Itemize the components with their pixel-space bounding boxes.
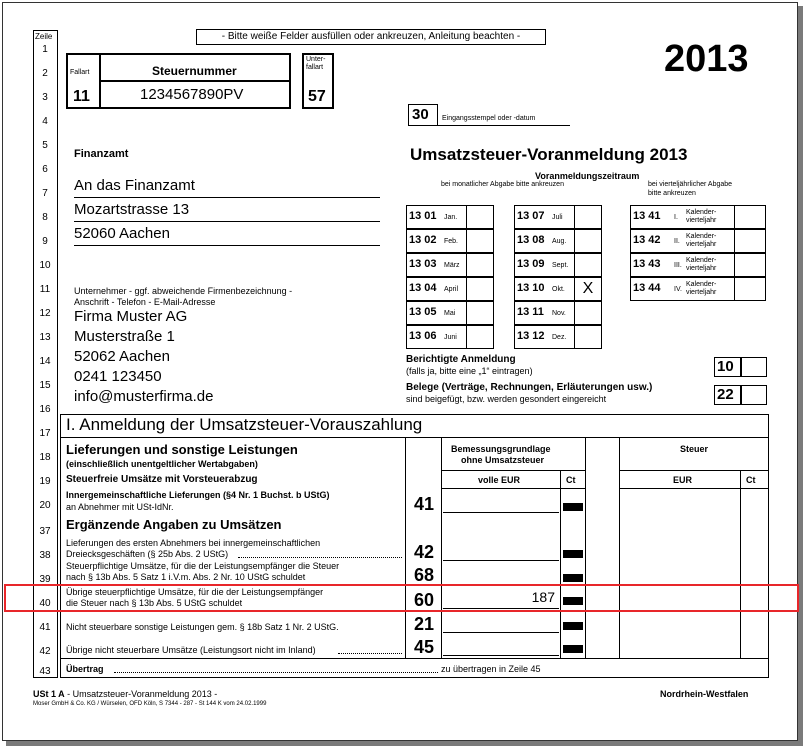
finanzamt-underline (74, 197, 380, 198)
ct-marker-42 (563, 550, 583, 558)
period-label: Juli (552, 214, 563, 221)
unternehmer-label1: Unternehmer - ggf. abweichende Firmenbezeichnung - (74, 286, 293, 296)
line-number: 11 (39, 284, 51, 295)
r42-code: 45 (414, 637, 435, 657)
r40-value[interactable]: 187 (531, 589, 555, 605)
period-label: Okt. (552, 286, 565, 293)
period-label: Jan. (444, 214, 458, 221)
period-checkbox[interactable] (574, 301, 602, 325)
period-checkbox[interactable] (574, 325, 602, 349)
belege-code: 22 (717, 386, 734, 403)
period-code: 13 11 (517, 306, 544, 318)
ct-marker-21 (563, 622, 583, 630)
line-number: 7 (42, 188, 48, 199)
zeitraum-monthly-label: bei monatlicher Abgabe bitte ankreuzen (441, 181, 564, 188)
quarter-label1: Kalender- (686, 281, 717, 288)
col-bemessung1: Bemessungsgrundlage (451, 444, 551, 454)
lief-sub: (einschließlich unentgeltlicher Wertabgaben) (66, 459, 258, 469)
belege-input[interactable] (741, 385, 767, 405)
period-label: Feb. (444, 238, 459, 245)
quarter-code: 13 42 (633, 234, 661, 246)
col-ct-left: Ct (566, 475, 576, 485)
period-code: 13 01 (409, 210, 437, 222)
steuernummer-value[interactable]: 1234567890PV (140, 86, 244, 103)
unternehmer-line[interactable]: info@musterfirma.de (74, 388, 214, 405)
quarter-roman: II. (674, 238, 680, 245)
unternehmer-line[interactable]: Musterstraße 1 (74, 328, 175, 345)
unterfallart-label: Unter- fallart (306, 56, 326, 71)
eingang-code: 30 (412, 106, 429, 123)
quarter-checkbox[interactable] (734, 205, 766, 229)
footer-form (33, 689, 217, 699)
period-code: 13 02 (409, 234, 437, 246)
instruction-hint (196, 29, 546, 45)
r40-text2: die Steuer nach § 13b Abs. 5 UStG schuldet (66, 598, 243, 608)
period-checkbox[interactable] (574, 229, 602, 253)
steuernummer-label: Steuernummer (152, 64, 237, 78)
line-number: 16 (39, 404, 51, 415)
finanzamt-line[interactable]: 52060 Aachen (74, 225, 170, 242)
line-number: 39 (39, 574, 51, 585)
unternehmer-line[interactable]: 52062 Aachen (74, 348, 170, 365)
quarter-roman: III. (674, 262, 682, 269)
unterfallart-value[interactable]: 57 (308, 88, 326, 105)
line-number: 9 (42, 236, 48, 247)
period-label: April (444, 286, 459, 293)
col-bemessung2: ohne Umsatzsteuer (461, 455, 545, 465)
r39-text2: nach § 13b Abs. 5 Satz 1 i.V.m. Abs. 2 Nr. 10 UStG schuldet (66, 572, 306, 582)
ig-title: Innergemeinschaftliche Lieferungen (§4 Nr. 1 Buchst. b UStG) (66, 490, 330, 500)
period-label: Dez. (552, 334, 567, 341)
steuerfrei-title: Steuerfreie Umsätze mit Vorsteuerabzug (66, 474, 258, 485)
period-checkbox[interactable]: X (574, 277, 602, 301)
unternehmer-label2: Anschrift - Telefon - E-Mail-Adresse (74, 297, 216, 307)
quarter-label2: vierteljahr (686, 265, 717, 272)
line-number: 6 (42, 164, 48, 175)
r41-code: 21 (414, 614, 435, 634)
lief-title: Lieferungen und sonstige Leistungen (66, 442, 298, 457)
quarter-label1: Kalender- (686, 233, 717, 240)
section-title: I. Anmeldung der Umsatzsteuer-Vorauszahlung (66, 415, 423, 434)
period-checkbox[interactable] (466, 325, 494, 349)
uebertrag-hint: zu übertragen in Zeile 45 (441, 664, 541, 674)
berichtigt-input[interactable] (741, 357, 767, 377)
line-number: 15 (39, 380, 51, 391)
finanzamt-line[interactable]: An das Finanzamt (74, 177, 195, 194)
footer-state: Nordrhein-Westfalen (660, 689, 749, 699)
line-number: 17 (39, 428, 51, 439)
belege-sub: sind beigefügt, bzw. werden gesondert eingereicht (406, 394, 607, 404)
period-checkbox[interactable] (574, 205, 602, 229)
line-number: 38 (39, 550, 51, 561)
quarter-roman: I. (674, 214, 678, 221)
fallart-value[interactable]: 11 (73, 88, 90, 105)
finanzamt-line[interactable]: Mozartstrasse 13 (74, 201, 190, 218)
period-label: Mai (444, 310, 456, 317)
ig-code: 41 (414, 494, 435, 514)
col-steuer: Steuer (680, 444, 709, 454)
period-checkbox[interactable] (466, 277, 494, 301)
period-checkbox[interactable] (466, 301, 494, 325)
form-title: Umsatzsteuer-Voranmeldung 2013 (410, 145, 688, 164)
period-checkbox[interactable] (466, 229, 494, 253)
period-code: 13 08 (517, 234, 545, 246)
line-number: 18 (39, 452, 51, 463)
line-number: 2 (42, 68, 48, 79)
line-number: 8 (42, 212, 48, 223)
period-label: Sept. (552, 262, 569, 269)
fallart-label: Fallart (70, 69, 90, 76)
zeitraum-quarterly-label2: bitte ankreuzen (648, 190, 696, 197)
berichtigt-sub: (falls ja, bitte eine „1“ eintragen) (406, 366, 533, 376)
row-40-highlight (4, 584, 799, 612)
ct-marker-45 (563, 645, 583, 653)
r40-text1: Übrige steuerpflichtige Umsätze, für die der Leistungsempfänger (66, 587, 324, 597)
line-number: 14 (39, 356, 51, 367)
r38-text2: Dreiecksgeschäften (§ 25b Abs. 2 UStG) (66, 549, 229, 559)
quarter-code: 13 43 (633, 258, 661, 270)
line-number: 40 (39, 598, 51, 609)
line-number: 19 (39, 476, 51, 487)
zeitraum-quarterly-label1: bei vierteljährlicher Abgabe (648, 181, 733, 188)
period-label: Aug. (552, 238, 567, 245)
quarter-checkbox[interactable] (734, 229, 766, 253)
r39-code: 68 (414, 565, 435, 585)
line-number: 37 (39, 526, 51, 537)
line-number: 10 (39, 260, 51, 271)
unternehmer-line[interactable]: 0241 123450 (74, 368, 162, 385)
ct-marker-68 (563, 574, 583, 582)
footer-form-id: USt 1 A (33, 689, 65, 699)
line-number: 20 (39, 500, 51, 511)
period-label: Juni (444, 334, 457, 341)
col-volle-eur: volle EUR (478, 475, 521, 485)
line-number: 1 (42, 44, 48, 55)
period-code: 13 12 (517, 330, 545, 342)
col-ct-right: Ct (746, 475, 756, 485)
zeile-label: Zeile (35, 32, 53, 41)
quarter-label2: vierteljahr (686, 241, 717, 248)
berichtigt-code: 10 (717, 358, 734, 375)
line-number: 3 (42, 92, 48, 103)
period-checkbox[interactable] (466, 205, 494, 229)
line-number: 13 (39, 332, 51, 343)
line-number: 41 (39, 622, 51, 633)
quarter-label1: Kalender- (686, 209, 717, 216)
period-code: 13 10 (517, 282, 545, 294)
period-code: 13 06 (409, 330, 437, 342)
eingang-label: Eingangsstempel oder -datum (442, 115, 536, 122)
berichtigt-title: Berichtigte Anmeldung (406, 354, 516, 365)
r41-text: Nicht steuerbare sonstige Leistungen gem. § 18b Satz 1 Nr. 2 UStG. (66, 622, 339, 632)
col-eur: EUR (673, 475, 693, 485)
finanzamt-label: Finanzamt (74, 148, 129, 160)
period-code: 13 05 (409, 306, 437, 318)
period-label: März (444, 262, 460, 269)
form-year: 2013 (664, 38, 749, 80)
period-checkbox[interactable] (574, 253, 602, 277)
line-number: 42 (39, 646, 51, 657)
r38-text1: Lieferungen des ersten Abnehmers bei innergemeinschaftlichen (66, 538, 321, 548)
finanzamt-underline (74, 245, 380, 246)
footer-publisher: Moser GmbH & Co. KG / Würselen, OFD Köln, S 7344 - 287 - St 144 K vom 24.02.1999 (33, 701, 267, 707)
quarter-roman: IV. (674, 286, 682, 293)
period-code: 13 07 (517, 210, 545, 222)
line-number: 4 (42, 116, 48, 127)
ig-sub: an Abnehmer mit USt-IdNr. (66, 502, 174, 512)
r39-text1: Steuerpflichtige Umsätze, für die der Leistungsempfänger die Steuer (66, 561, 340, 571)
ct-marker-41 (563, 503, 583, 511)
finanzamt-underline (74, 221, 380, 222)
quarter-label2: vierteljahr (686, 217, 717, 224)
instruction-hint-text: - Bitte weiße Felder ausfüllen oder ankreuzen, Anleitung beachten - (221, 31, 521, 42)
period-label: Nov. (552, 310, 566, 317)
footer-form-name: - Umsatzsteuer-Voranmeldung 2013 - (64, 689, 218, 699)
quarter-checkbox[interactable] (734, 277, 766, 301)
period-code: 13 09 (517, 258, 545, 270)
quarter-label2: vierteljahr (686, 289, 717, 296)
line-number: 5 (42, 140, 48, 151)
line-number: 12 (39, 308, 51, 319)
period-checkbox[interactable] (466, 253, 494, 277)
period-code: 13 04 (409, 282, 437, 294)
period-code: 13 03 (409, 258, 437, 270)
line-number: 43 (39, 666, 51, 677)
r38-code: 42 (414, 542, 435, 562)
r42-text: Übrige nicht steuerbare Umsätze (Leistungsort nicht im Inland) (66, 645, 316, 655)
quarter-code: 13 44 (633, 282, 661, 294)
belege-title: Belege (Verträge, Rechnungen, Erläuterungen usw.) (406, 382, 653, 393)
erg-title: Ergänzende Angaben zu Umsätzen (66, 517, 282, 532)
zeitraum-title: Voranmeldungszeitraum (535, 171, 640, 181)
unternehmer-line[interactable]: Firma Muster AG (74, 308, 188, 325)
uebertrag-label: Übertrag (66, 664, 104, 674)
quarter-label1: Kalender- (686, 257, 717, 264)
quarter-code: 13 41 (633, 210, 661, 222)
r40-code: 60 (414, 590, 435, 610)
quarter-checkbox[interactable] (734, 253, 766, 277)
